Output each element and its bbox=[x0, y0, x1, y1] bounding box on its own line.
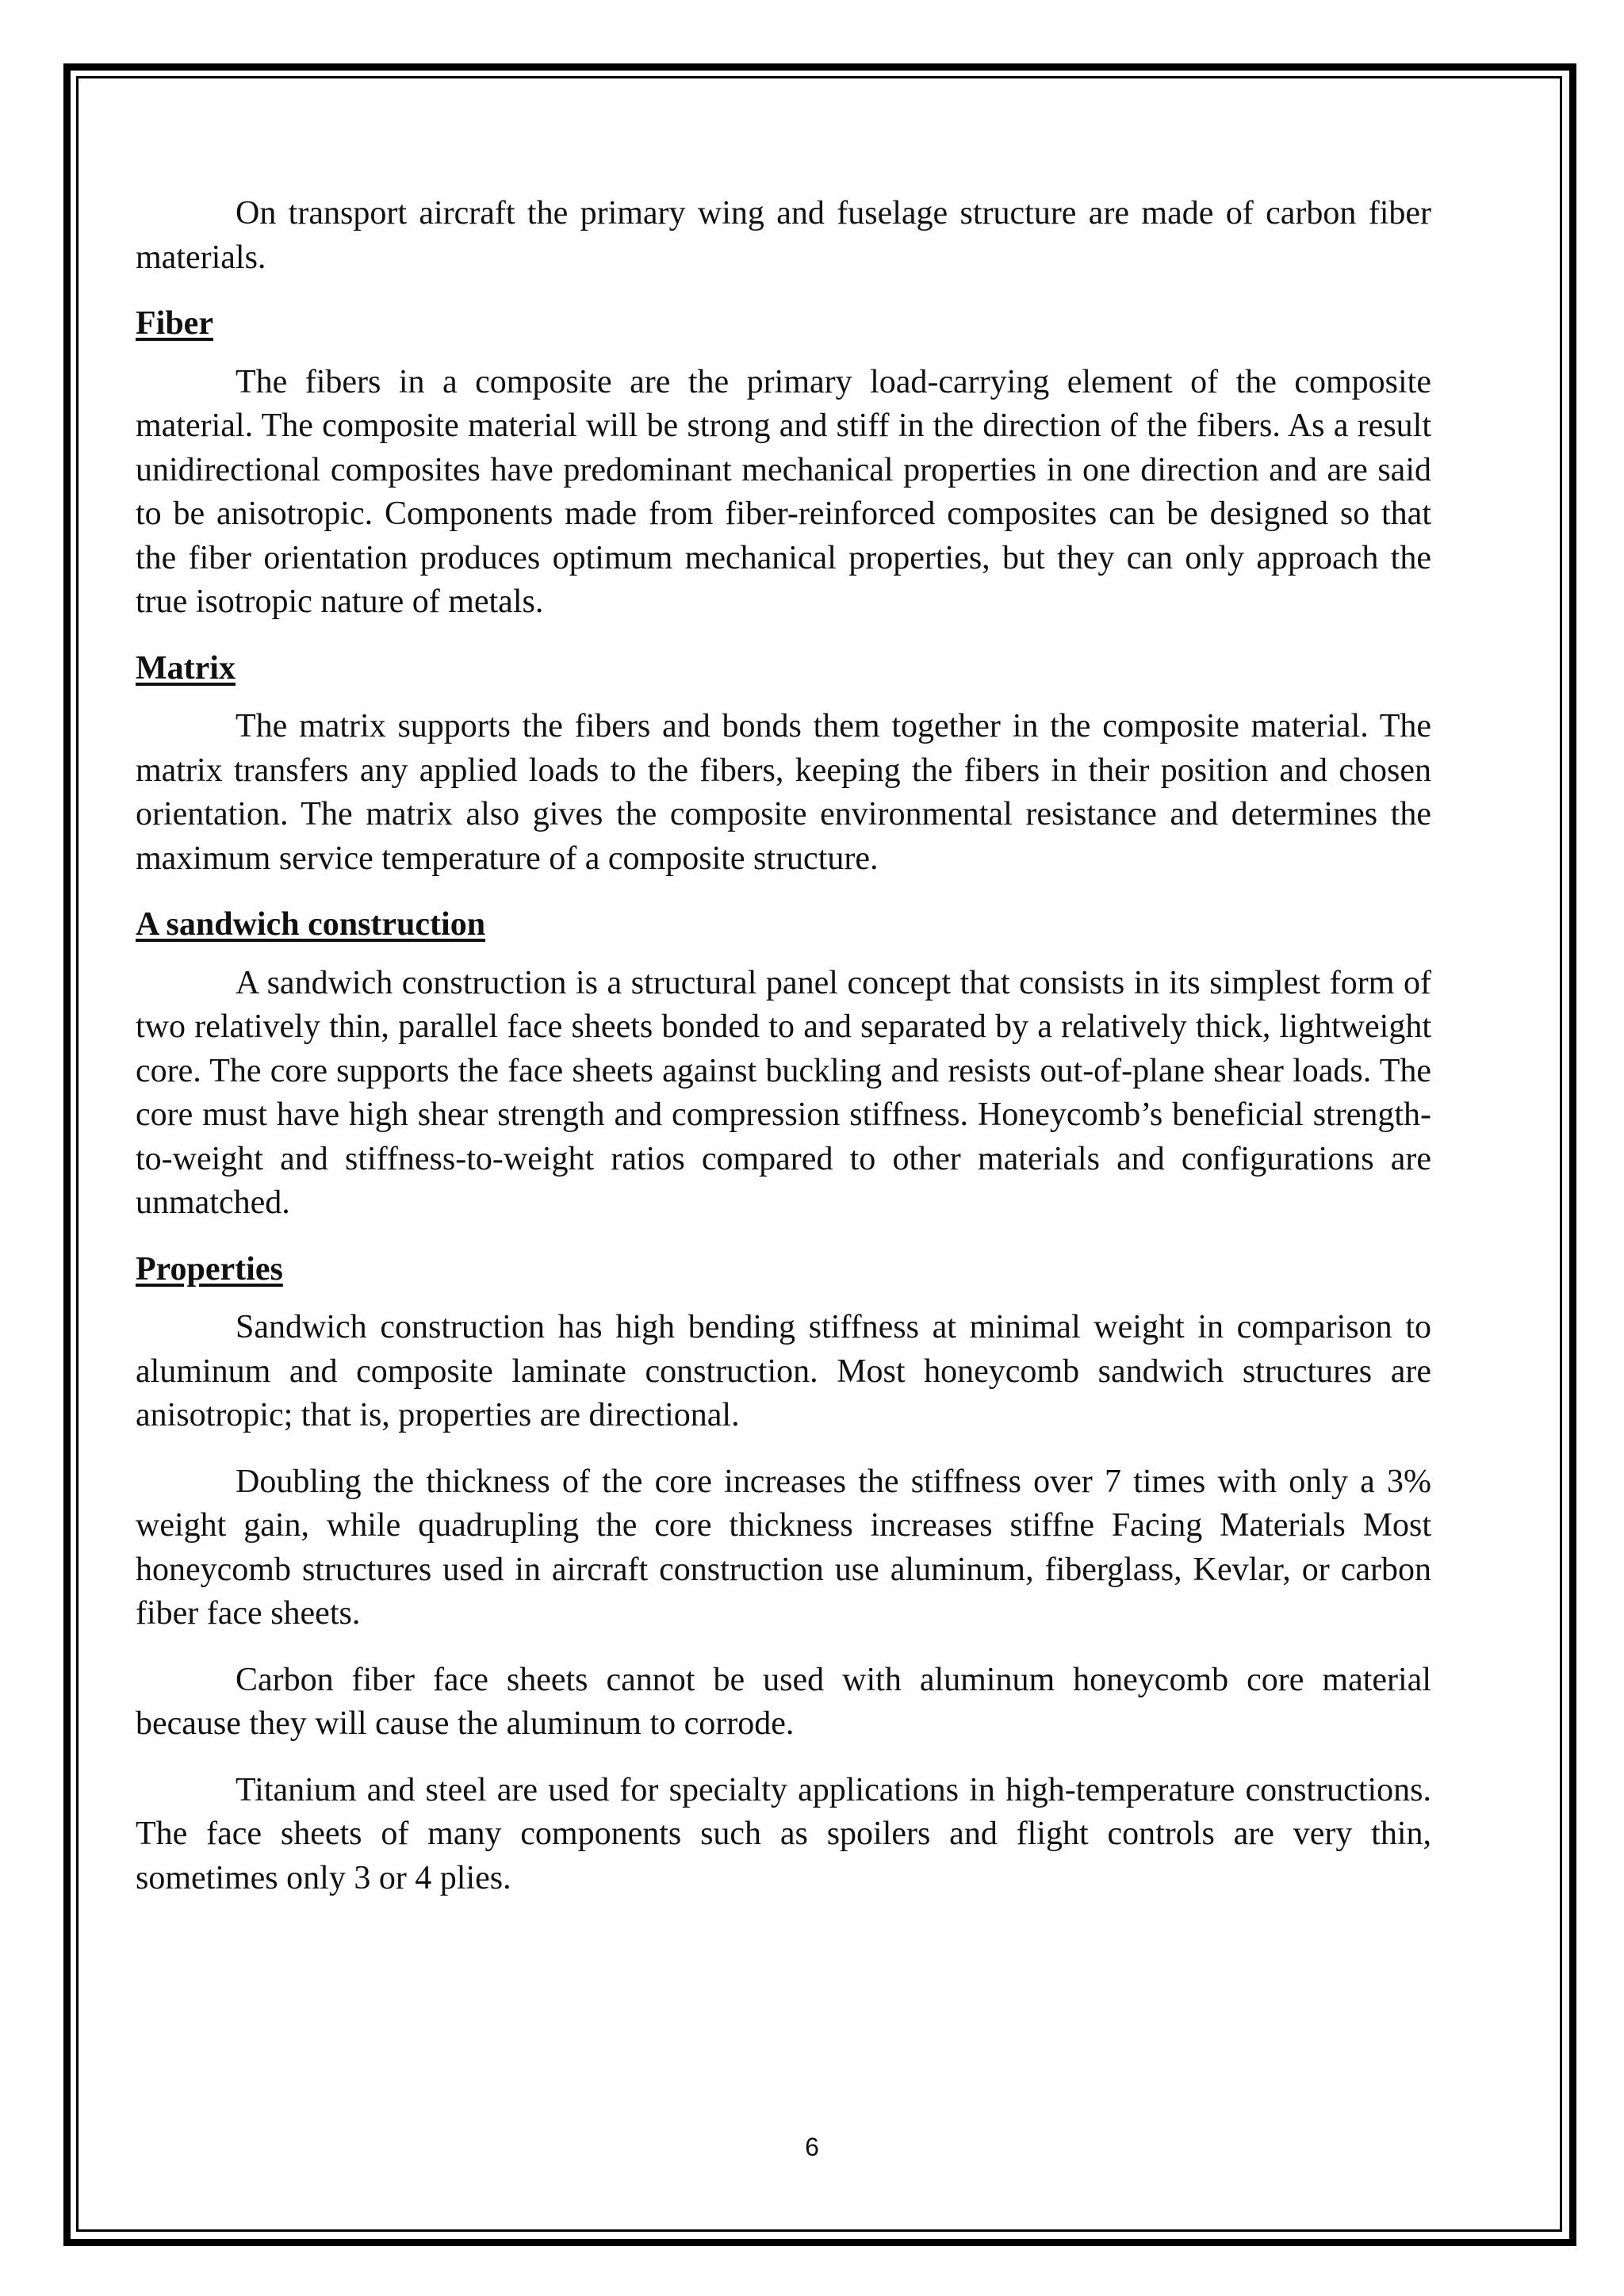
sandwich-paragraph: A sandwich construction is a structural panel concept that consists in its simplest form of two relatively thin, parallel face sheets bonded to and separated by a relatively thick, lightweight core. The core supports the face sheets against buckling and resists out-of-plane shear loads. The core must have high shear strength and compression stiffness. Honeycomb’s beneficial strength-to-weight and stiffness-to-weight ratios compared to other materials and configurations are unmatched. bbox=[136, 964, 1431, 1221]
properties-paragraph-3: Carbon fiber face sheets cannot be used with aluminum honeycomb core material because they will cause the aluminum to corrode. bbox=[136, 1661, 1431, 1742]
properties-paragraph-4: Titanium and steel are used for specialty applications in high-temperature constructions. The face sheets of many components such as spoilers and flight controls are very thin, sometimes only 3 or 4 plies. bbox=[136, 1771, 1431, 1896]
fiber-paragraph: The fibers in a composite are the primary load-carrying element of the composite material. The composite material will be strong and stiff in the direction of the fibers. As a result unidirectional composites have predominant mechanical properties in one direction and are said to be anisotropic. Components made from fiber-reinforced composites can be designed so that the fiber orientation produces optimum mechanical properties, but they can only approach the true isotropic nature of metals. bbox=[136, 363, 1431, 620]
section-heading-fiber: Fiber bbox=[136, 305, 213, 342]
properties-paragraph-2: Doubling the thickness of the core increases the stiffness over 7 times with only a 3% weight gain, while quadrupling the core thickness increases stiffne Facing Materials Most honeycomb structures used in aircraft construction use aluminum, fiberglass, Kevlar, or carbon fiber face sheets. bbox=[136, 1463, 1431, 1632]
document-body bbox=[136, 192, 1431, 1923]
section-heading-matrix: Matrix bbox=[136, 649, 236, 687]
properties-paragraph-1: Sandwich construction has high bending stiffness at minimal weight in comparison to aluminum and composite laminate construction. Most honeycomb sandwich structures are anisotropic; that is, properties are directional. bbox=[136, 1309, 1431, 1433]
section-heading-properties: Properties bbox=[136, 1250, 283, 1288]
matrix-paragraph: The matrix supports the fibers and bonds them together in the composite material. The matrix transfers any applied loads to the fibers, keeping the fibers in their position and chosen orientation. The matrix also gives the composite environmental resistance and determines the maximum service temperature of a composite structure. bbox=[136, 708, 1431, 877]
intro-paragraph: On transport aircraft the primary wing and fuselage structure are made of carbon fiber materials. bbox=[136, 195, 1431, 276]
section-heading-sandwich: A sandwich construction bbox=[136, 906, 486, 943]
page-number: 6 bbox=[805, 2133, 819, 2161]
